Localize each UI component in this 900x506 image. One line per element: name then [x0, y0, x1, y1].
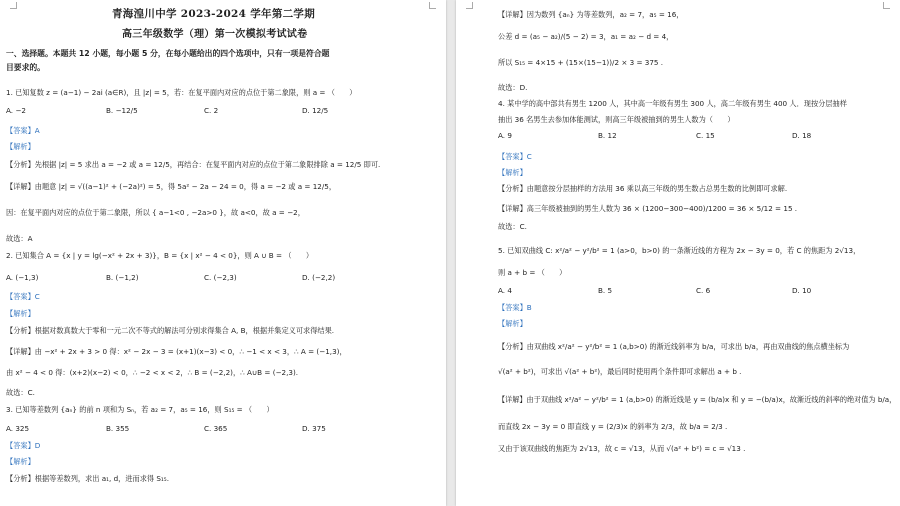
q5-analysis-cont: √(a² + b²)，可求出 √(a² + b²)，最后同时使用两个条件即可求解出 a + b .: [498, 367, 742, 376]
q2-detail-cont: 由 x² − 4 < 0 得：(x+2)(x−2) < 0，∴ −2 < x < 2，∴ B = (−2,2)，∴ A∪B = (−2,3).: [6, 368, 299, 377]
q5-detail-cont-2: 又由于该双曲线的焦距为 2√13，故 c = √13，从而 √(a² + b²) = c = √13 .: [498, 444, 746, 453]
q4-detail: 【详解】高三年级被抽到的男生人数为 36 × (1200−300−400)/1200 = 36 × 5/12 = 15 .: [498, 204, 798, 213]
question-4-stem-cont: 抽出 36 名男生去参加体能测试，则高三年级被抽到的男生人数为（ ）: [498, 115, 735, 124]
q1-jiexi-label: 【解析】: [6, 142, 35, 151]
q2-option-b: B. (−1,2): [106, 273, 139, 282]
page-corner-mark: [429, 2, 436, 9]
q4-option-b: B. 12: [598, 131, 617, 140]
q3-conclusion: 故选：D.: [498, 83, 528, 92]
q1-option-b: B. −12/5: [106, 106, 138, 115]
q5-option-d: D. 10: [792, 286, 812, 295]
q3-common-difference: 公差 d = (a₅ − a₂)/(5 − 2) = 3，a₁ = a₂ − d = 4，: [498, 32, 674, 41]
question-5-stem-cont: 则 a + b = （ ）: [498, 268, 567, 277]
q1-option-d: D. 12/5: [302, 106, 329, 115]
q2-conclusion: 故选：C.: [6, 388, 35, 397]
q5-option-a: A. 4: [498, 286, 512, 295]
q5-analysis: 【分析】由双曲线 x²/a² − y²/b² = 1 (a,b>0) 的渐近线斜率为 b/a，可求出 b/a，再由双曲线的焦点横坐标为: [498, 342, 850, 351]
document-page-right: [456, 0, 900, 506]
question-5-stem: 5. 已知双曲线 C: x²/a² − y²/b² = 1 (a>0，b>0) 的一条渐近线的方程为 2x − 3y = 0，若 C 的焦距为 2√13，: [498, 246, 861, 255]
q3-option-b: B. 355: [106, 424, 130, 433]
q2-detail: 【详解】由 −x² + 2x + 3 > 0 得：x² − 2x − 3 = (x+1)(x−3) < 0，∴ −1 < x < 3，∴ A = (−1,3)，: [6, 347, 347, 356]
q2-answer: 【答案】C: [6, 292, 40, 301]
question-1-stem: 1. 已知复数 z = (a−1) − 2ai (a∈R)，且 |z| = 5，若：在复平面内对应的点位于第二象限，则 a = （ ）: [6, 88, 357, 97]
question-4-stem: 4. 某中学的高中部共有男生 1200 人，其中高一年级有男生 300 人，高二年级有男生 400 人．现按分层抽样: [498, 99, 847, 108]
q5-detail-cont: 而直线 2x − 3y = 0 即直线 y = (2/3)x 的斜率为 2/3，故 b/a = 2/3 .: [498, 422, 728, 431]
q4-option-c: C. 15: [696, 131, 715, 140]
document-page-left: [0, 0, 446, 506]
question-2-stem: 2. 已知集合 A = {x | y = lg(−x² + 2x + 3)}，B = {x | x² − 4 < 0}，则 A ∪ B = （ ）: [6, 251, 314, 260]
q1-answer: 【答案】A: [6, 126, 40, 135]
q3-detail: 【详解】因为数列 {aₙ} 为等差数列，a₂ = 7，a₅ = 16，: [498, 10, 684, 19]
page-corner-mark: [466, 2, 473, 9]
q1-option-a: A. −2: [6, 106, 26, 115]
q2-analysis: 【分析】根据对数真数大于零和一元二次不等式的解法可分别求得集合 A, B，根据并集定义可求得结果.: [6, 326, 335, 335]
exam-title: 青海湟川中学 2023-2024 学年第二学期: [112, 8, 316, 20]
q4-conclusion: 故选：C.: [498, 222, 527, 231]
section-header-cont: 目要求的。: [6, 63, 45, 72]
q3-sum: 所以 S₁₅ = 4×15 + (15×(15−1))/2 × 3 = 375 .: [498, 58, 664, 67]
q3-answer: 【答案】D: [6, 441, 41, 450]
q2-jiexi-label: 【解析】: [6, 309, 35, 318]
q2-option-a: A. (−1,3): [6, 273, 39, 282]
page-corner-mark: [883, 2, 890, 9]
q4-analysis: 【分析】由题意按分层抽样的方法用 36 乘以高三年级的男生数占总男生数的比例即可求解.: [498, 184, 788, 193]
q2-option-c: C. (−2,3): [204, 273, 237, 282]
q1-detail-cont: 因：在复平面内对应的点位于第二象限，所以 { a−1<0 , −2a>0 }，故 a<0，故 a = −2，: [6, 208, 305, 217]
q1-detail: 【详解】由题意 |z| = √((a−1)² + (−2a)²) = 5，得 5a² − 2a − 24 = 0，得 a = −2 或 a = 12/5，: [6, 182, 337, 191]
q4-jiexi-label: 【解析】: [498, 168, 527, 177]
q5-option-b: B. 5: [598, 286, 613, 295]
question-3-stem: 3. 已知等差数列 {aₙ} 的前 n 项和为 Sₙ，若 a₂ = 7，a₅ = 16，则 S₁₅ = （ ）: [6, 405, 274, 414]
q3-option-a: A. 325: [6, 424, 30, 433]
exam-subtitle: 高三年级数学（理）第一次模拟考试试卷: [122, 29, 308, 40]
q5-option-c: C. 6: [696, 286, 711, 295]
q3-jiexi-label: 【解析】: [6, 457, 35, 466]
q4-option-d: D. 18: [792, 131, 812, 140]
q5-jiexi-label: 【解析】: [498, 319, 527, 328]
page-corner-mark: [10, 2, 17, 9]
q1-analysis: 【分析】先根据 |z| = 5 求出 a = −2 或 a = 12/5，再结合：在复平面内对应的点位于第二象限排除 a = 12/5 即可.: [6, 160, 381, 169]
q4-answer: 【答案】C: [498, 152, 532, 161]
q4-option-a: A. 9: [498, 131, 512, 140]
q5-answer: 【答案】B: [498, 303, 532, 312]
q3-analysis: 【分析】根据等差数列，求出 a₁, d，进而求得 S₁₅.: [6, 474, 169, 483]
q1-option-c: C. 2: [204, 106, 219, 115]
q5-detail: 【详解】由于双曲线 x²/a² − y²/b² = 1 (a,b>0) 的渐近线是 y = (b/a)x 和 y = −(b/a)x，故渐近线的斜率的绝对值为 b/a，: [498, 395, 897, 404]
q3-option-c: C. 365: [204, 424, 228, 433]
q3-option-d: D. 375: [302, 424, 326, 433]
q2-option-d: D. (−2,2): [302, 273, 336, 282]
section-header: 一、选择题。本题共 12 小题，每小题 5 分，在每小题给出的四个选项中，只有一项是符合题: [6, 49, 330, 58]
q1-conclusion: 故选：A: [6, 234, 33, 243]
